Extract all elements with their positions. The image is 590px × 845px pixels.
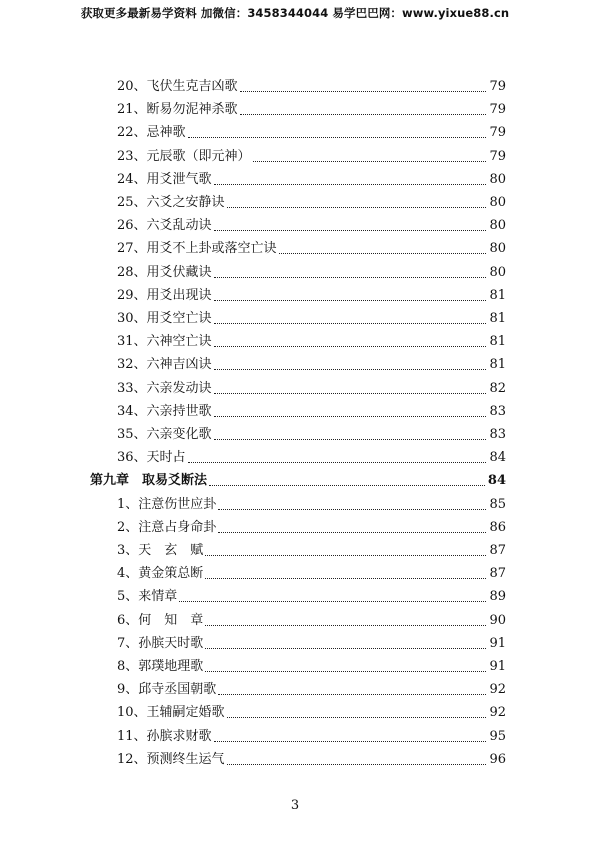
toc-entry-title: 用爻泄气歌 xyxy=(146,171,212,187)
toc-page-number: 81 xyxy=(489,357,506,373)
dot-leader xyxy=(205,578,486,579)
toc-entry xyxy=(117,380,506,398)
toc-chapter-heading xyxy=(90,472,506,490)
toc-entry xyxy=(117,356,506,374)
dot-leader xyxy=(214,323,487,324)
toc-entry-number: 7、 xyxy=(117,635,139,651)
toc-entry-number: 1、 xyxy=(117,496,139,512)
toc-page-number: 79 xyxy=(489,125,506,141)
toc-page-number: 84 xyxy=(487,473,506,489)
dot-leader xyxy=(214,369,487,370)
toc-entry-title: 天时占 xyxy=(146,450,186,466)
toc-page-number: 90 xyxy=(489,612,506,628)
toc-entry xyxy=(117,658,506,676)
toc-page-number: 81 xyxy=(489,287,506,303)
toc-entry-title: 黄金策总断 xyxy=(138,566,204,582)
toc-page-number: 79 xyxy=(489,102,506,118)
toc-entry xyxy=(117,403,506,421)
toc-page-number: 80 xyxy=(489,171,506,187)
dot-leader xyxy=(218,532,486,533)
dot-leader xyxy=(179,601,486,602)
dot-leader xyxy=(214,277,487,278)
toc-page-number: 91 xyxy=(489,659,506,674)
dot-leader xyxy=(227,717,487,718)
toc-entry-title: 六爻乱动诀 xyxy=(146,218,212,234)
toc-entry xyxy=(117,217,506,235)
toc-page-number: 85 xyxy=(489,496,506,512)
toc-entry xyxy=(117,635,506,653)
toc-entry-number: 30、 xyxy=(117,311,147,326)
toc-page-number: 81 xyxy=(489,334,506,350)
toc-entry xyxy=(117,519,506,537)
toc-entry xyxy=(117,148,506,166)
toc-entry-number: 12、 xyxy=(117,751,147,767)
dot-leader xyxy=(279,253,487,254)
dot-leader xyxy=(188,137,487,138)
toc-entry-number: 27、 xyxy=(117,241,147,257)
toc-entry-title: 王辅嗣定婚歌 xyxy=(146,705,225,721)
toc-entry-title: 注意占身命卦 xyxy=(138,519,217,535)
toc-entry-number: 6、 xyxy=(117,612,139,628)
toc-entry-title: 六亲发动诀 xyxy=(146,380,212,396)
toc-entry-title: 天 玄 赋 xyxy=(138,543,204,558)
dot-leader xyxy=(227,207,487,208)
toc-entry-title: 郭璞地理歌 xyxy=(138,659,204,674)
toc-page-number: 79 xyxy=(489,79,506,94)
toc-entry xyxy=(117,194,506,212)
toc-entry-title: 孙膑天时歌 xyxy=(138,635,204,651)
toc-entry-number: 28、 xyxy=(117,264,147,280)
toc-page-number: 80 xyxy=(489,195,506,210)
toc-entry-title: 六爻之安静诀 xyxy=(146,195,225,210)
toc-entry-number: 22、 xyxy=(117,125,147,141)
toc-entry-number: 8、 xyxy=(117,659,139,674)
dot-leader xyxy=(240,114,487,115)
dot-leader xyxy=(214,393,487,394)
toc-entry-number: 21、 xyxy=(117,102,147,118)
toc-entry-title: 用爻不上卦或落空亡诀 xyxy=(146,241,277,257)
toc-entry-title: 元辰歌（即元神） xyxy=(146,148,251,164)
toc-entry-number: 29、 xyxy=(117,287,147,303)
toc-entry-number: 2、 xyxy=(117,519,139,535)
toc-entry-title: 六神空亡诀 xyxy=(146,334,212,350)
toc-entry-title: 六亲持世歌 xyxy=(146,403,212,419)
dot-leader xyxy=(214,230,487,231)
toc-entry-title: 飞伏生克吉凶歌 xyxy=(146,79,238,94)
toc-entry xyxy=(117,171,506,189)
watermark-header: 获取更多最新易学资料 加微信：3458344044 易学巴巴网：www.yixue88.cn xyxy=(80,6,510,20)
toc-entry xyxy=(117,426,506,444)
toc-entry-number: 5、 xyxy=(117,589,139,605)
toc-entry xyxy=(117,565,506,583)
toc-page-number: 96 xyxy=(489,751,506,767)
toc-entry-number: 3、 xyxy=(117,543,139,558)
toc-page-number: 80 xyxy=(489,241,506,257)
toc-entry xyxy=(117,704,506,722)
toc-entry xyxy=(117,124,506,142)
dot-leader xyxy=(205,671,486,672)
toc-page-number: 79 xyxy=(489,148,506,164)
toc-entry-title: 用爻空亡诀 xyxy=(146,311,212,326)
dot-leader xyxy=(240,91,487,92)
toc-entry-number: 31、 xyxy=(117,334,147,350)
toc-entry-title: 断易勿泥神杀歌 xyxy=(146,102,238,118)
toc-entry-number: 36、 xyxy=(117,450,147,466)
toc-entry xyxy=(117,287,506,305)
dot-leader xyxy=(214,184,487,185)
toc-entry xyxy=(117,333,506,351)
toc-entry-number: 24、 xyxy=(117,171,147,187)
toc-entry-title: 忌神歌 xyxy=(146,125,186,141)
dot-leader xyxy=(214,416,487,417)
toc-entry xyxy=(117,612,506,630)
toc-entry xyxy=(117,240,506,258)
toc-entry-title: 预测终生运气 xyxy=(146,751,225,767)
toc-entry xyxy=(117,496,506,514)
dot-leader xyxy=(214,741,487,742)
dot-leader xyxy=(253,161,487,162)
toc-entry-title: 六神吉凶诀 xyxy=(146,357,212,373)
toc-entry-number: 35、 xyxy=(117,427,147,442)
dot-leader xyxy=(214,300,487,301)
toc-entry xyxy=(117,310,506,328)
toc-page-number: 91 xyxy=(489,635,506,651)
toc-entry xyxy=(117,542,506,560)
toc-page-number: 89 xyxy=(489,589,506,605)
toc-entry-number: 26、 xyxy=(117,218,147,234)
toc-entry-number: 9、 xyxy=(117,682,139,698)
toc-entry xyxy=(117,101,506,119)
toc-entry-title: 用爻出现诀 xyxy=(146,287,212,303)
toc-page-number: 83 xyxy=(489,403,506,419)
toc-entry-number: 25、 xyxy=(117,195,147,210)
toc-chapter-title: 第九章 取易爻断法 xyxy=(90,473,208,489)
toc-page-number: 80 xyxy=(489,218,506,234)
toc-entry xyxy=(117,588,506,606)
toc-page-number: 95 xyxy=(489,728,506,744)
toc-entry xyxy=(117,681,506,699)
toc-entry-number: 34、 xyxy=(117,403,147,419)
toc-page-number: 80 xyxy=(489,264,506,280)
dot-leader xyxy=(205,648,486,649)
toc-entry xyxy=(117,728,506,746)
dot-leader xyxy=(214,346,487,347)
toc-entry-number: 4、 xyxy=(117,566,139,582)
toc-entry-number: 23、 xyxy=(117,148,147,164)
toc-page-number: 87 xyxy=(489,566,506,582)
toc-entry-title: 孙膑求财歌 xyxy=(146,728,212,744)
toc-entry xyxy=(117,78,506,96)
toc-entry-title: 来情章 xyxy=(138,589,178,605)
toc-entry-title: 邱寺丞国朝歌 xyxy=(138,682,217,698)
dot-leader xyxy=(205,625,486,626)
toc-entry-title: 何 知 章 xyxy=(138,612,204,628)
dot-leader xyxy=(218,509,486,510)
dot-leader xyxy=(227,764,487,765)
toc-entry-title: 注意伤世应卦 xyxy=(138,496,217,512)
toc-page-number: 87 xyxy=(489,543,506,558)
toc-page-number: 82 xyxy=(489,380,506,396)
dot-leader xyxy=(214,439,487,440)
dot-leader xyxy=(205,555,486,556)
toc-entry-title: 六亲变化歌 xyxy=(146,427,212,442)
toc-entry-title: 用爻伏藏诀 xyxy=(146,264,212,280)
toc-page-number: 84 xyxy=(489,450,506,466)
toc-entry-number: 32、 xyxy=(117,357,147,373)
toc-entry-number: 33、 xyxy=(117,380,147,396)
toc-entry xyxy=(117,751,506,769)
toc-entry xyxy=(117,264,506,282)
toc-entry-number: 10、 xyxy=(117,705,147,721)
toc-page-number: 92 xyxy=(489,682,506,698)
toc-entry-number: 11、 xyxy=(117,728,147,744)
toc-entry-number: 20、 xyxy=(117,79,147,94)
toc-page-number: 83 xyxy=(489,427,506,442)
dot-leader xyxy=(218,694,486,695)
toc-entry xyxy=(117,449,506,467)
dot-leader xyxy=(209,485,485,486)
toc-page-number: 92 xyxy=(489,705,506,721)
toc-page-number: 86 xyxy=(489,519,506,535)
toc-page-number: 81 xyxy=(489,311,506,326)
page-number: 3 xyxy=(290,798,300,813)
dot-leader xyxy=(188,462,487,463)
